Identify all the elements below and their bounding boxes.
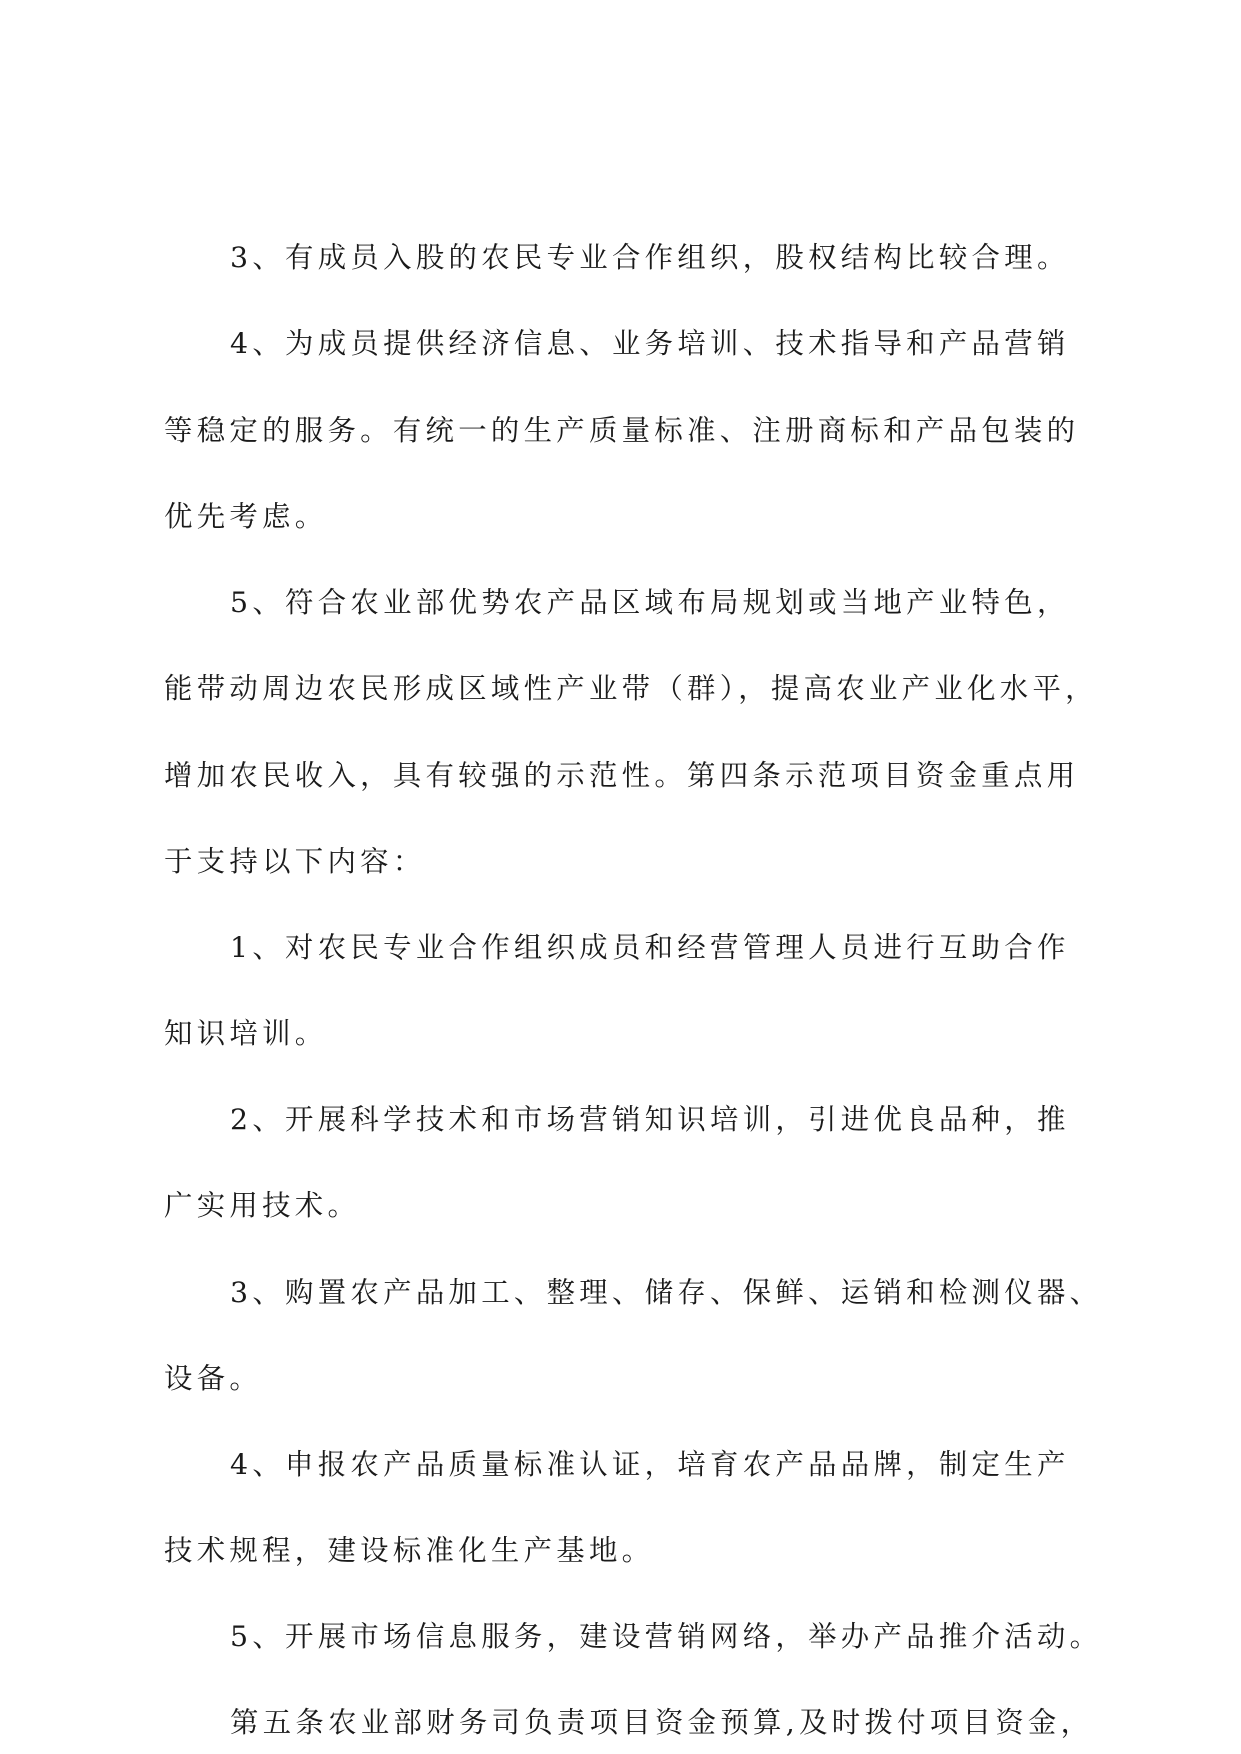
paragraph-line: 3、购置农产品加工、整理、储存、保鲜、运销和检测仪器、 bbox=[230, 1276, 1103, 1309]
paragraph-line: 5、符合农业部优势农产品区域布局规划或当地产业特色， bbox=[230, 586, 1070, 619]
paragraph-line: 第五条农业部财务司负责项目资金预算,及时拨付项目资金， bbox=[230, 1706, 1094, 1739]
paragraph-line: 增加农民收入，具有较强的示范性。第四条示范项目资金重点用 bbox=[164, 759, 1080, 792]
paragraph-line: 广实用技术。 bbox=[164, 1189, 361, 1222]
paragraph-line: 2、开展科学技术和市场营销知识培训，引进优良品种，推 bbox=[230, 1103, 1070, 1136]
paragraph-line: 4、申报农产品质量标准认证，培育农产品品牌，制定生产 bbox=[230, 1448, 1070, 1481]
paragraph-line: 知识培训。 bbox=[164, 1017, 328, 1050]
paragraph-line: 1、对农民专业合作组织成员和经营管理人员进行互助合作 bbox=[230, 931, 1070, 964]
paragraph-line: 等稳定的服务。有统一的生产质量标准、注册商标和产品包装的 bbox=[164, 414, 1080, 447]
paragraph-line: 3、有成员入股的农民专业合作组织，股权结构比较合理。 bbox=[230, 241, 1070, 274]
paragraph-line: 优先考虑。 bbox=[164, 500, 328, 533]
paragraph-line: 设备。 bbox=[164, 1362, 263, 1395]
paragraph-line: 技术规程，建设标准化生产基地。 bbox=[164, 1534, 655, 1567]
paragraph-line: 4、为成员提供经济信息、业务培训、技术指导和产品营销 bbox=[230, 327, 1070, 360]
paragraph-line: 能带动周边农民形成区域性产业带（群），提高农业产业化水平， bbox=[164, 672, 1098, 705]
paragraph-line: 于支持以下内容： bbox=[164, 845, 426, 878]
paragraph-line: 5、开展市场信息服务，建设营销网络，举办产品推介活动。 bbox=[230, 1620, 1103, 1653]
